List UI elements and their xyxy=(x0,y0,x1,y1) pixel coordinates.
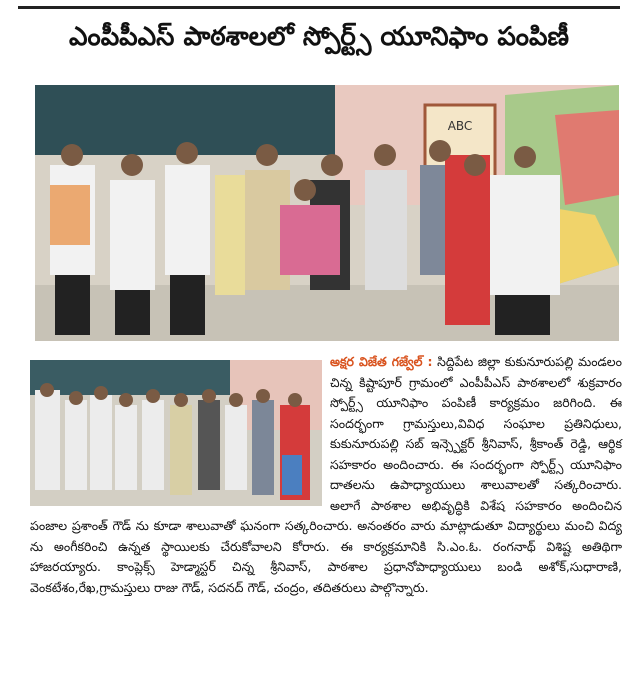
byline: అక్షర విజేత గజ్వేల్ : xyxy=(330,354,433,369)
main-photo xyxy=(35,85,619,341)
photo-wrap-spacer xyxy=(30,352,330,510)
headline: ఎంపీపీఎస్ పాఠశాలలో స్పోర్ట్స్ యూనిఫాం పంపిణీ xyxy=(18,6,620,71)
article xyxy=(30,352,622,598)
article-body: సిద్దిపేట జిల్లా కుకునూరుపల్లి మండలం చిన్న కిష్టాపూర్ గ్రామంలో ఎంపీపీఎస్ పాఠశాలలో శుక్రవారం స్పోర్ట్స్ యూనిఫాం పంపిణీ కార్యక్రమం జరిగింది. ఈ సందర్భంగా గ్రామస్తులు,వివిధ సంఘాల ప్రతినిధులు, కుకునూరుపల్లి సబ్ ఇన్స్పెక్టర్ శ్రీనివాస్, శ్రీకాంత్ రెడ్డి, ఆర్థిక సహకారం అందించారు. ఈ సందర్భంగా స్పోర్ట్స్ యూనిఫాం దాతలను ఉపాధ్యాయులు శాలువాలతో సత్కరించారు. అలాగే పాఠశాల అభివృద్ధికి విశేష సహకారం అందించిన పంజాల ప్రశాంత్ గౌడ్ ను కూడా శాలువాతో ఘనంగా సత్కరించారు. అనంతరం వారు మాట్లాడుతూ విద్యార్థులు మంచి విద్య ను అంగీకరించి ఉన్నత స్థాయిలకు చేరుకోవాలని కోరారు. ఈ కార్యక్రమానికి సి.ఎం.ఓ. రంగనాథ్ విశిష్ట అతిథిగా హాజరయ్యారు. కాంప్లెక్స్ హెడ్మాస్టర్ చిన్న శ్రీనివాస్, పాఠశాల ప్రధానోపాధ్యాయులు బండి అశోక్,సుధారాణి, వెంకటేశం,రేఖ,గ్రామస్తులు రాజు గౌడ్, సదనద్ గౌడ్, చంద్రం, తదితరులు పాల్గొన్నారు. xyxy=(30,354,622,595)
poster-text: ABC xyxy=(447,119,473,133)
